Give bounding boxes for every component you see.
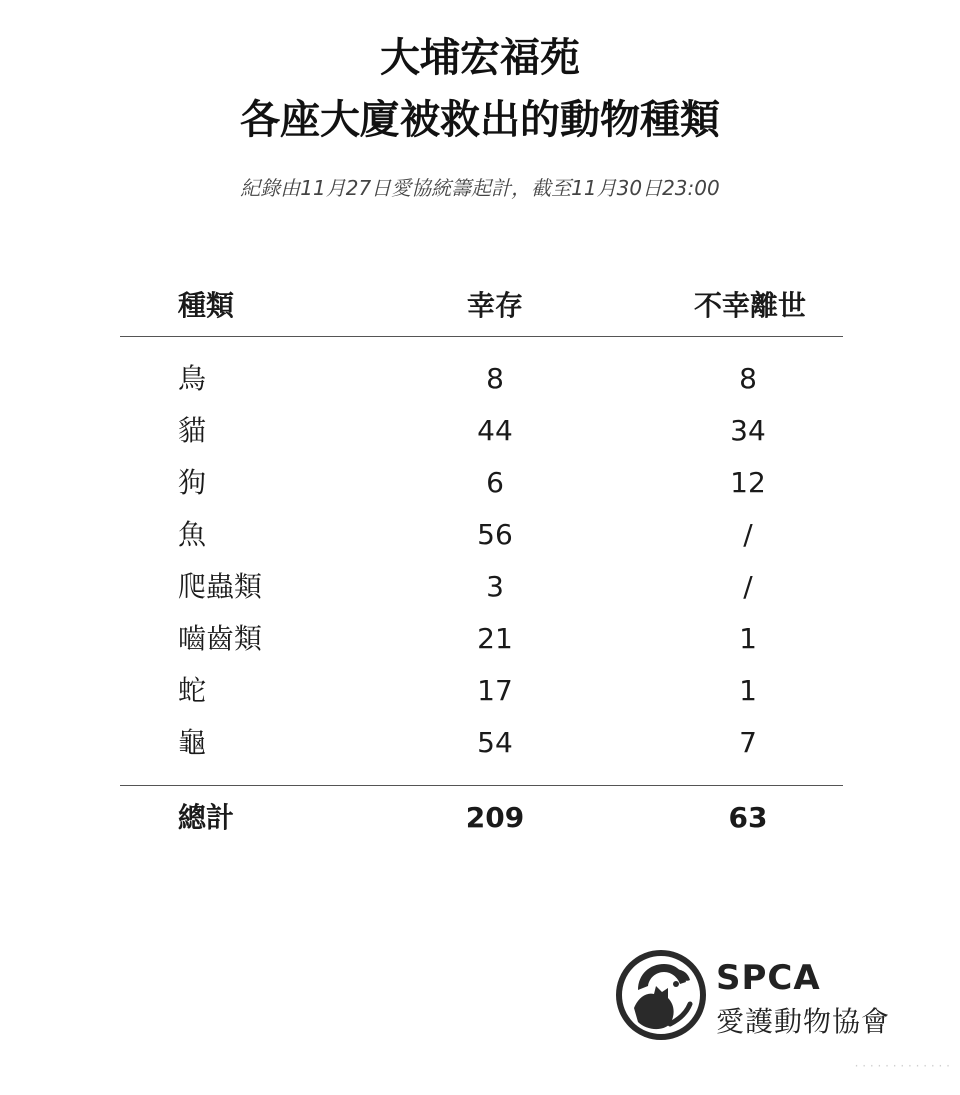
page-subtitle: 紀錄由11月27日愛協統籌起計，截至11月30日23:00 [240, 176, 720, 200]
total-divider [120, 785, 843, 786]
cell-survived: 3 [486, 570, 504, 603]
brand-name: SPCA [716, 958, 821, 998]
header-survived: 幸存 [466, 289, 523, 322]
animals-table [120, 280, 843, 844]
cell-deceased: 8 [739, 362, 757, 395]
table-header-row [120, 280, 843, 332]
total-label: 總計 [178, 801, 235, 834]
cell-type: 蛇 [178, 674, 207, 707]
table-row [120, 509, 843, 561]
total-survived: 209 [465, 801, 525, 834]
table-row [120, 665, 843, 717]
cell-deceased: 1 [739, 622, 757, 655]
cell-survived: 17 [477, 674, 513, 707]
table-row [120, 353, 843, 405]
cell-type: 鳥 [178, 362, 207, 395]
cell-survived: 21 [477, 622, 513, 655]
cell-survived: 54 [477, 726, 513, 759]
total-deceased: 63 [728, 801, 768, 834]
table-row [120, 717, 843, 769]
cell-type: 狗 [178, 466, 207, 499]
cell-type: 嚙齒類 [178, 622, 263, 655]
cell-deceased: 7 [739, 726, 757, 759]
cell-deceased: 1 [739, 674, 757, 707]
cell-deceased: 12 [730, 466, 766, 499]
page-title-line1: 大埔宏福苑 [380, 35, 580, 81]
page-title-line2: 各座大廈被救出的動物種類 [240, 97, 720, 143]
cell-type: 貓 [178, 414, 207, 447]
cell-type: 龜 [178, 726, 207, 759]
header-divider [120, 336, 843, 337]
cell-deceased: / [743, 518, 753, 551]
cell-type: 魚 [178, 518, 207, 551]
watermark: · · · · · · · · · · · · · [854, 1059, 950, 1073]
cell-deceased: 34 [730, 414, 766, 447]
cell-survived: 56 [477, 518, 513, 551]
table-row [120, 561, 843, 613]
table-row [120, 457, 843, 509]
table-row [120, 613, 843, 665]
cell-deceased: / [743, 570, 753, 603]
cell-type: 爬蟲類 [178, 570, 263, 603]
table-row [120, 405, 843, 457]
brand-name-zh: 愛護動物協會 [716, 1005, 891, 1038]
cell-survived: 8 [486, 362, 504, 395]
spca-logo-icon [616, 950, 706, 1040]
cell-survived: 44 [477, 414, 513, 447]
cell-survived: 6 [486, 466, 504, 499]
table-total-row [120, 792, 843, 844]
header-type: 種類 [178, 289, 235, 322]
header-deceased: 不幸離世 [693, 289, 806, 322]
